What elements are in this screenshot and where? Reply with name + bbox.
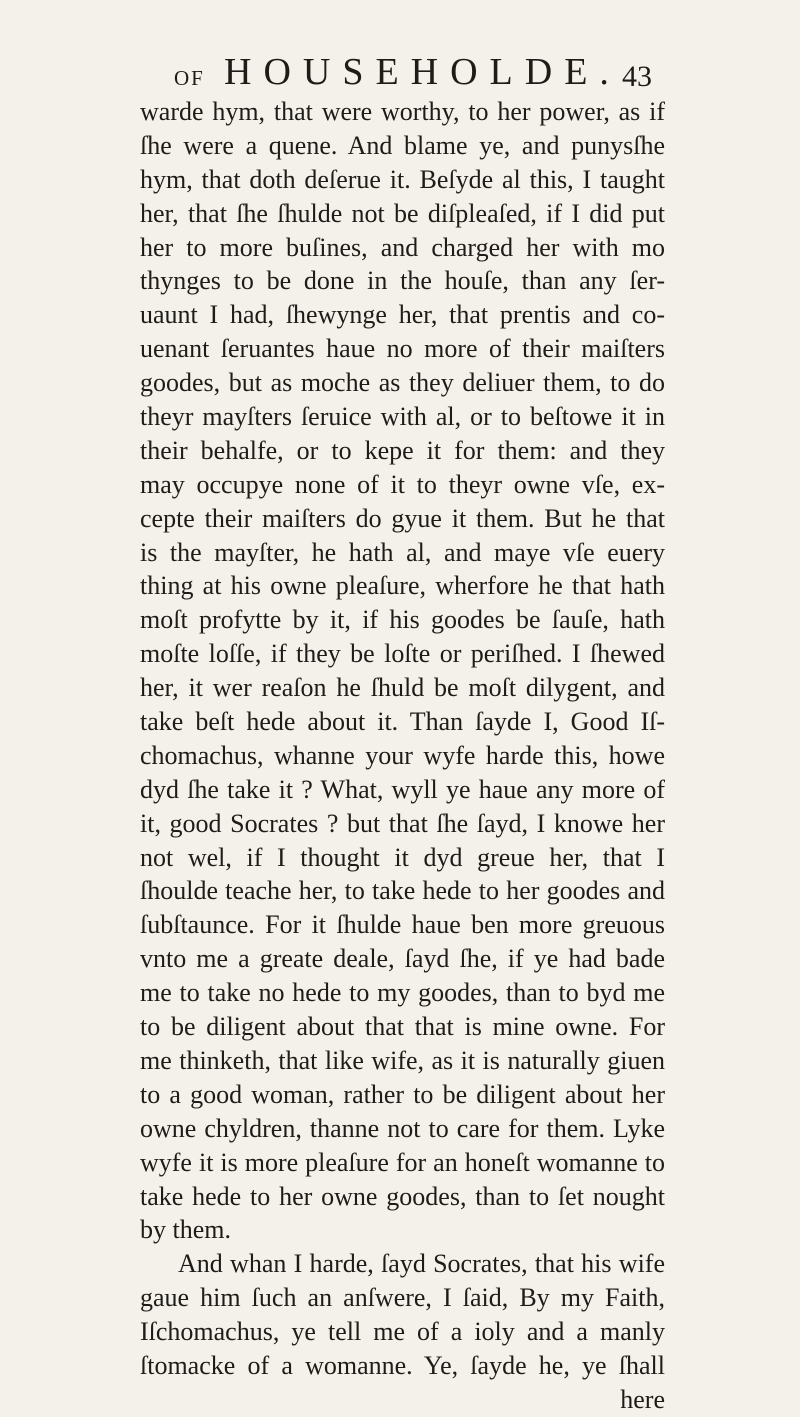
running-head-title: HOUSEHOLDE.	[224, 51, 621, 93]
text-line: uenant ſeruantes haue no more of their maiſters	[140, 334, 665, 364]
text-line: thing at his owne pleaſure, wherfore he that hath	[140, 571, 665, 601]
text-line: moſt profytte by it, if his goodes be ſauſe, hath	[140, 605, 665, 635]
text-line: their behalfe, or to kepe it for them: and they	[140, 435, 665, 465]
text-line: dyd ſhe take it ? What, wyll ye haue any more of	[140, 774, 665, 804]
text-line: ſubſtaunce. For it ſhulde haue ben more greuous	[140, 910, 665, 940]
running-head-prefix: OF	[174, 66, 205, 90]
text-line: take beſt hede about it. Than ſayde I, Good Iſ-	[140, 707, 665, 737]
page-number: 43	[622, 60, 652, 93]
text-line: theyr mayſters ſeruice with al, or to beſtowe it in	[140, 402, 665, 432]
text-line: to be diligent about that that is mine owne. For	[140, 1012, 665, 1042]
text-line: her, that ſhe ſhulde not be diſpleaſed, if I did put	[140, 198, 665, 228]
text-line: uaunt I had, ſhewynge her, that prentis and co-	[140, 300, 665, 330]
text-line: hym, that doth deſerue it. Beſyde al this, I taught	[140, 164, 665, 194]
paragraph-start-line: And whan I harde, ſayd Socrates, that his wife	[178, 1249, 665, 1279]
text-line: goodes, but as moche as they deliuer them, to do	[140, 368, 665, 398]
text-line: moſte loſſe, if they be loſte or periſhed. I ſhewed	[140, 639, 665, 669]
text-line: thynges to be done in the houſe, than any ſer-	[140, 266, 665, 296]
text-line: vnto me a greate deale, ſayd ſhe, if ye had bade	[140, 944, 665, 974]
text-line: her to more buſines, and charged her with mo	[140, 232, 665, 262]
text-line: her, it wer reaſon he ſhuld be moſt dilygent, and	[140, 673, 665, 703]
body-text	[140, 95, 665, 1417]
text-line: to a good woman, rather to be diligent about her	[140, 1079, 665, 1109]
paragraph-end-line: by them.	[140, 1215, 231, 1245]
text-line: may occupye none of it to theyr owne vſe, ex-	[140, 469, 665, 499]
text-line: is the mayſter, he hath al, and maye vſe euery	[140, 537, 665, 567]
text-line: owne chyldren, thanne not to care for them. Lyke	[140, 1113, 665, 1143]
text-line: ſhoulde teache her, to take hede to her goodes and	[140, 876, 665, 906]
text-line: cepte their maiſters do gyue it them. But he that	[140, 503, 665, 533]
text-line: ſhe were a quene. And blame ye, and punysſhe	[140, 130, 665, 160]
text-line: Iſchomachus, ye tell me of a ioly and a manly	[140, 1317, 665, 1347]
text-line: gaue him ſuch an anſwere, I ſaid, By my Faith,	[140, 1283, 665, 1313]
running-head	[140, 50, 660, 94]
text-line: me thinketh, that like wife, as it is naturally giuen	[140, 1045, 665, 1075]
text-line: chomachus, whanne your wyfe harde this, howe	[140, 740, 665, 770]
text-line: me to take no hede to my goodes, than to byd me	[140, 978, 665, 1008]
text-line: it, good Socrates ? but that ſhe ſayd, I knowe her	[140, 808, 665, 838]
text-line: wyfe it is more pleaſure for an honeſt womanne to	[140, 1147, 665, 1177]
text-line: warde hym, that were worthy, to her power, as if	[140, 97, 665, 126]
text-line: ſtomacke of a womanne. Ye, ſayde he, ye ſhall	[140, 1350, 665, 1380]
catchword: here	[620, 1384, 665, 1414]
text-line: not wel, if I thought it dyd greue her, that I	[140, 842, 665, 872]
text-line: take hede to her owne goodes, than to ſet nought	[140, 1181, 665, 1211]
